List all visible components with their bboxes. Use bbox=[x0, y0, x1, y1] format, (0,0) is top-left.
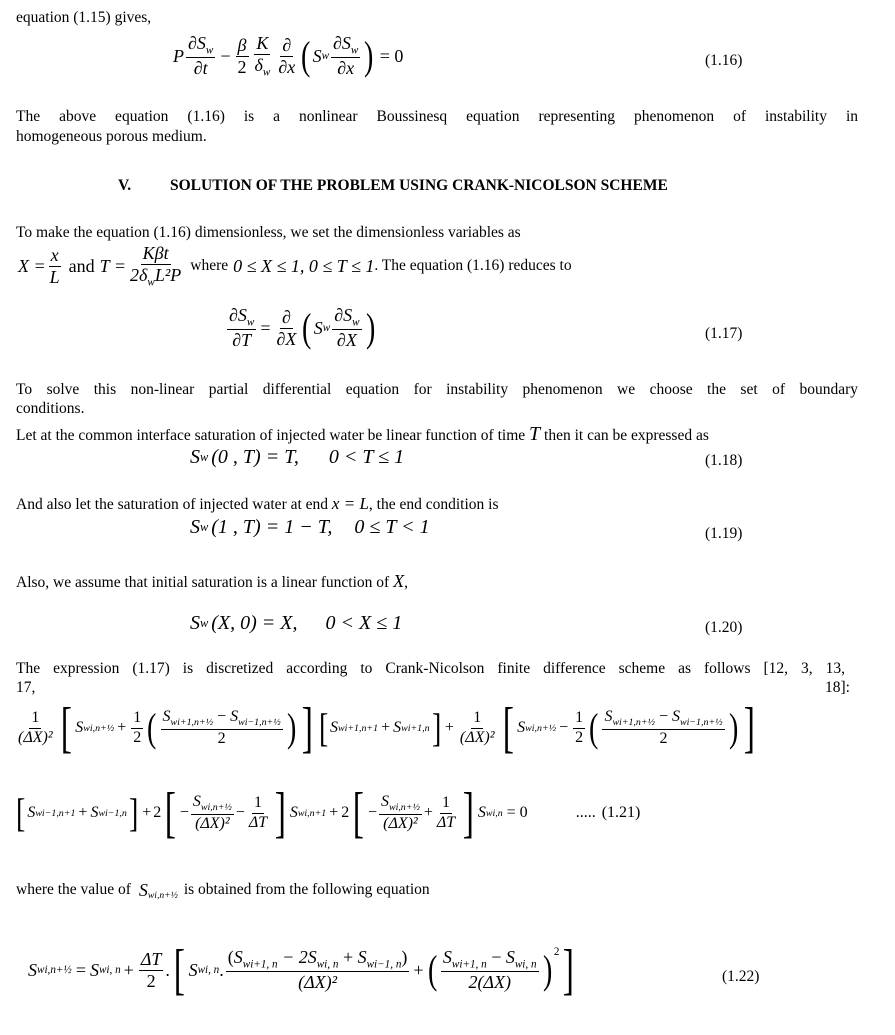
paragraph: homogeneous porous medium. bbox=[16, 128, 207, 145]
paragraph bbox=[16, 571, 408, 593]
denominator: ΔT bbox=[248, 813, 268, 831]
eq-text: . The equation (1.16) reduces to bbox=[374, 257, 572, 275]
intro-line: equation (1.15) gives, bbox=[16, 9, 152, 26]
denominator: ∂T bbox=[232, 330, 252, 351]
numerator: 1 bbox=[471, 709, 483, 728]
subscript: w bbox=[205, 44, 214, 57]
eq-condition: 0 < X ≤ 1 bbox=[325, 612, 403, 634]
paragraph: To solve this non-linear partial differential equation for instability phenomenon we choose the set of boundary bbox=[16, 381, 858, 398]
equation-1-21-line-2 bbox=[14, 782, 641, 844]
eq-operator: − bbox=[491, 946, 502, 967]
fraction bbox=[128, 243, 183, 289]
eq-text: and bbox=[68, 255, 95, 276]
eq-symbol: S bbox=[312, 45, 322, 66]
denominator: 2 bbox=[575, 728, 584, 746]
math-expression: x = L bbox=[331, 494, 369, 513]
eq-operator: = bbox=[260, 317, 271, 338]
denominator: δ bbox=[254, 54, 263, 75]
eq-symbol: S bbox=[230, 708, 239, 725]
subscript: wi, n bbox=[197, 964, 220, 976]
denominator: ∂X bbox=[276, 328, 297, 349]
subscript: wi,n+½ bbox=[83, 722, 115, 734]
right-paren: ) bbox=[364, 33, 374, 79]
numerator: ∂ bbox=[282, 34, 292, 55]
right-paren: ) bbox=[401, 946, 408, 967]
eq-operator: − bbox=[658, 708, 669, 725]
right-bracket: ] bbox=[301, 697, 313, 759]
left-bracket: [ bbox=[502, 697, 514, 759]
right-bracket: ] bbox=[743, 697, 755, 759]
fraction bbox=[379, 793, 422, 833]
right-paren: ) bbox=[286, 705, 297, 750]
eq-operator: − bbox=[559, 719, 569, 736]
fraction bbox=[331, 33, 360, 79]
fraction bbox=[602, 708, 724, 748]
subscript: w bbox=[321, 50, 330, 63]
eq-condition: 0 < T ≤ 1 bbox=[328, 446, 405, 468]
left-paren: ( bbox=[227, 946, 234, 967]
fraction bbox=[275, 307, 299, 349]
equation-number: (1.21) bbox=[601, 804, 641, 821]
eq-symbol: S bbox=[442, 946, 452, 967]
subscript: w bbox=[200, 520, 209, 534]
right-bracket: ] bbox=[274, 782, 287, 844]
subscript: wi+1, n bbox=[242, 958, 278, 971]
eq-operator: + bbox=[78, 804, 88, 821]
left-bracket: [ bbox=[15, 790, 26, 835]
equation-number: (1.17) bbox=[705, 325, 743, 342]
eq-symbol: S bbox=[190, 612, 200, 634]
subscript: wi+1,n+½ bbox=[170, 717, 214, 729]
eq-symbol: S bbox=[329, 719, 338, 736]
numerator: ∂S bbox=[333, 33, 351, 53]
right-bracket: ] bbox=[563, 939, 575, 1001]
eq-symbol: S bbox=[289, 804, 298, 821]
numerator: 1 bbox=[29, 709, 41, 728]
eq-operator: − bbox=[367, 804, 377, 821]
eq-symbol: S bbox=[313, 317, 323, 338]
subscript: wi,n bbox=[485, 807, 503, 819]
denominator: (ΔX)² bbox=[18, 728, 53, 746]
eq-symbol: S bbox=[89, 959, 99, 980]
math-symbol: S bbox=[138, 880, 148, 900]
denominator: ∂t bbox=[193, 58, 208, 79]
section-title: SOLUTION OF THE PROBLEM USING CRANK-NICOLSON SCHEME bbox=[170, 177, 668, 194]
fraction bbox=[573, 709, 585, 747]
subscript: w bbox=[200, 450, 209, 464]
fraction bbox=[16, 709, 55, 747]
subscript: wi−1,n+1 bbox=[35, 807, 76, 819]
denominator: L bbox=[49, 266, 60, 287]
right-bracket: ] bbox=[128, 790, 139, 835]
text-run: Let at the common interface saturation of injected water be linear function of time bbox=[16, 427, 526, 444]
eq-symbol: S bbox=[393, 719, 402, 736]
left-bracket: [ bbox=[353, 782, 365, 844]
eq-leader-dots: ..... bbox=[575, 804, 596, 821]
math-symbol: X bbox=[393, 571, 405, 591]
fraction bbox=[131, 709, 143, 747]
equation-1-20 bbox=[190, 612, 402, 635]
eq-symbol: S bbox=[380, 793, 389, 810]
numerator: ∂S bbox=[188, 33, 206, 53]
subscript: w bbox=[246, 316, 255, 329]
eq-symbol: S bbox=[28, 959, 37, 980]
subscript: w bbox=[322, 322, 331, 335]
eq-operator: − bbox=[217, 708, 227, 725]
denominator: (ΔX)² bbox=[459, 728, 495, 746]
subscript: wi, n bbox=[514, 958, 537, 971]
left-paren: ( bbox=[147, 705, 157, 750]
equation-number: (1.16) bbox=[705, 52, 743, 69]
fraction bbox=[227, 305, 256, 351]
numerator: 1 bbox=[573, 709, 585, 728]
text-run: , bbox=[404, 574, 408, 591]
text-run: And also let the saturation of injected water at end bbox=[16, 496, 329, 513]
paragraph: To make the equation (1.16) dimensionless, we set the dimensionless variables as bbox=[16, 224, 521, 241]
eq-args: (0 , T) = T, bbox=[211, 446, 299, 468]
eq-symbol: S bbox=[162, 708, 171, 725]
paragraph: The above equation (1.16) is a nonlinear Boussinesq equation representing phenomenon of instability in bbox=[16, 108, 858, 125]
numerator: ΔT bbox=[140, 948, 162, 969]
superscript: 2 bbox=[553, 946, 560, 958]
eq-condition: 0 ≤ T < 1 bbox=[354, 516, 430, 538]
denominator: ∂x bbox=[337, 58, 355, 79]
eq-text: where bbox=[190, 257, 229, 275]
equation-1-18 bbox=[190, 446, 404, 469]
subscript: wi, n bbox=[98, 964, 121, 976]
denominator: 2δ bbox=[130, 264, 148, 285]
subscript: wi,n+½ bbox=[147, 890, 178, 901]
fraction bbox=[253, 33, 273, 79]
subscript: wi+1,n bbox=[401, 722, 430, 734]
numerator: ∂S bbox=[229, 305, 247, 325]
left-bracket: [ bbox=[318, 705, 328, 750]
subscript: wi−1,n bbox=[98, 807, 127, 819]
eq-symbol: S bbox=[477, 804, 486, 821]
eq-operator: + bbox=[123, 959, 134, 980]
eq-symbol: S bbox=[27, 804, 36, 821]
right-paren: ) bbox=[365, 305, 375, 351]
subscript: wi−1,n+½ bbox=[238, 717, 281, 729]
eq-operator: + bbox=[117, 719, 127, 736]
numerator: Kβt bbox=[142, 243, 169, 263]
fraction bbox=[332, 305, 361, 351]
eq-operator: + bbox=[413, 959, 424, 980]
fraction bbox=[48, 245, 62, 287]
eq-rhs: = 0 bbox=[379, 45, 404, 66]
eq-symbol: S bbox=[190, 446, 200, 468]
denominator: 2 bbox=[237, 56, 247, 77]
left-paren: ( bbox=[427, 947, 437, 992]
subscript: wi, n bbox=[316, 958, 339, 971]
eq-operator: + bbox=[329, 804, 339, 821]
fraction bbox=[435, 794, 457, 832]
eq-symbol: S bbox=[517, 719, 526, 736]
equation-1-16 bbox=[173, 33, 403, 79]
eq-rhs: = 0 bbox=[506, 804, 528, 821]
eq-operator: + bbox=[423, 804, 433, 821]
eq-term: − 2S bbox=[282, 946, 317, 967]
numerator: K bbox=[256, 33, 269, 53]
eq-symbol: P bbox=[173, 45, 184, 66]
subscript: w bbox=[147, 276, 155, 289]
eq-symbol: T = bbox=[99, 255, 127, 276]
denominator: L²P bbox=[154, 264, 182, 285]
text-run: then it can be expressed as bbox=[544, 427, 709, 444]
eq-coefficient: 2 bbox=[341, 804, 350, 821]
numerator: x bbox=[50, 244, 59, 265]
fraction bbox=[247, 794, 269, 832]
eq-operator: = bbox=[75, 959, 86, 980]
denominator: ΔT bbox=[436, 813, 456, 831]
numerator: 1 bbox=[131, 709, 143, 728]
dimensionless-variables bbox=[18, 243, 572, 289]
subscript: wi−1,n+½ bbox=[680, 717, 723, 729]
eq-symbol: S bbox=[604, 708, 613, 725]
eq-symbol: S bbox=[192, 793, 201, 810]
numerator: β bbox=[237, 34, 247, 55]
subscript: wi,n+½ bbox=[388, 802, 420, 814]
fraction bbox=[226, 947, 410, 993]
eq-args: (X, 0) = X, bbox=[211, 612, 298, 634]
numerator: 1 bbox=[440, 794, 452, 813]
fraction bbox=[441, 947, 539, 993]
left-bracket: [ bbox=[60, 697, 72, 759]
subscript: w bbox=[350, 44, 359, 57]
eq-symbol: S bbox=[505, 946, 515, 967]
paragraph: 17, bbox=[16, 679, 36, 696]
eq-symbol: X = bbox=[18, 255, 46, 276]
denominator: 2 bbox=[146, 970, 156, 991]
eq-operator: + bbox=[444, 719, 454, 736]
subscript: w bbox=[262, 66, 271, 79]
eq-operator: + bbox=[142, 804, 152, 821]
right-bracket: ] bbox=[462, 782, 475, 844]
eq-symbol: S bbox=[190, 516, 200, 538]
equation-number: (1.19) bbox=[705, 525, 743, 542]
denominator: 2 bbox=[217, 729, 226, 747]
eq-operator: + bbox=[381, 719, 391, 736]
eq-symbol: S bbox=[233, 946, 243, 967]
math-symbol: T bbox=[529, 423, 541, 445]
denominator: 2 bbox=[133, 728, 142, 746]
eq-operator: − bbox=[235, 804, 245, 821]
denominator: ∂x bbox=[278, 56, 296, 77]
subscript: wi,n+1 bbox=[297, 807, 327, 819]
paragraph bbox=[16, 880, 430, 900]
fraction bbox=[236, 35, 249, 77]
numerator: 1 bbox=[252, 794, 264, 813]
fraction bbox=[186, 33, 215, 79]
eq-symbol: S bbox=[188, 959, 198, 980]
eq-symbol: S bbox=[90, 804, 99, 821]
text-run: is obtained from the following equation bbox=[183, 881, 430, 898]
equation-number: (1.22) bbox=[722, 968, 760, 985]
paragraph: The expression (1.17) is discretized according to Crank-Nicolson finite difference scheme as follows [12, 3, 13, bbox=[16, 660, 845, 677]
section-number: V. bbox=[118, 177, 132, 194]
equation-number: (1.18) bbox=[705, 452, 743, 469]
eq-symbol: S bbox=[672, 708, 681, 725]
paragraph: 18]: bbox=[825, 679, 850, 696]
eq-symbol: S bbox=[75, 719, 84, 736]
subscript: w bbox=[200, 616, 209, 630]
text-run: , the end condition is bbox=[368, 496, 499, 513]
left-bracket: [ bbox=[173, 939, 185, 1001]
eq-operator: − bbox=[179, 804, 189, 821]
eq-symbol: S bbox=[357, 946, 367, 967]
fraction bbox=[139, 949, 164, 991]
fraction bbox=[276, 35, 297, 77]
paragraph: conditions. bbox=[16, 400, 85, 417]
left-paren: ( bbox=[589, 705, 599, 750]
right-bracket: ] bbox=[431, 705, 441, 750]
subscript: wi,n+½ bbox=[525, 722, 557, 734]
subscript: wi,n+½ bbox=[200, 802, 232, 814]
eq-range: 0 ≤ X ≤ 1, 0 ≤ T ≤ 1 bbox=[233, 255, 375, 276]
subscript: wi+1, n bbox=[451, 958, 487, 971]
eq-operator: . bbox=[219, 959, 224, 980]
denominator: (ΔX)² bbox=[298, 972, 338, 993]
eq-args: (1 , T) = 1 − T, bbox=[211, 516, 333, 538]
equation-1-17 bbox=[225, 305, 377, 351]
left-paren: ( bbox=[302, 305, 312, 351]
subscript: wi+1,n+½ bbox=[612, 717, 655, 729]
text-run: Also, we assume that initial saturation is a linear function of bbox=[16, 574, 390, 591]
fraction bbox=[191, 793, 234, 833]
subscript: wi+1,n+1 bbox=[337, 722, 379, 734]
fraction bbox=[458, 709, 497, 747]
equation-number: (1.20) bbox=[705, 619, 743, 636]
text-run: where the value of bbox=[16, 881, 131, 898]
paragraph bbox=[16, 494, 498, 515]
denominator: (ΔX)² bbox=[195, 814, 230, 832]
eq-operator: + bbox=[342, 946, 354, 967]
eq-operator: . bbox=[165, 959, 170, 980]
numerator: ∂S bbox=[334, 305, 353, 325]
subscript: wi,n+½ bbox=[37, 964, 72, 976]
numerator: ∂ bbox=[282, 306, 291, 327]
left-bracket: [ bbox=[164, 782, 177, 844]
eq-operator: − bbox=[220, 45, 231, 66]
equation-1-19 bbox=[190, 516, 430, 539]
equation-1-21-line-1 bbox=[14, 697, 759, 759]
denominator: 2 bbox=[659, 729, 668, 747]
equation-1-22 bbox=[28, 939, 578, 1001]
paragraph bbox=[16, 424, 709, 446]
fraction bbox=[161, 708, 283, 748]
subscript: w bbox=[352, 316, 360, 329]
right-paren: ) bbox=[542, 947, 552, 992]
denominator: 2(ΔX) bbox=[468, 972, 511, 993]
left-paren: ( bbox=[301, 33, 311, 79]
subscript: wi−1, n bbox=[366, 958, 402, 971]
denominator: ∂X bbox=[336, 330, 357, 351]
eq-coefficient: 2 bbox=[153, 804, 162, 821]
denominator: (ΔX)² bbox=[383, 814, 418, 832]
right-paren: ) bbox=[728, 705, 738, 750]
